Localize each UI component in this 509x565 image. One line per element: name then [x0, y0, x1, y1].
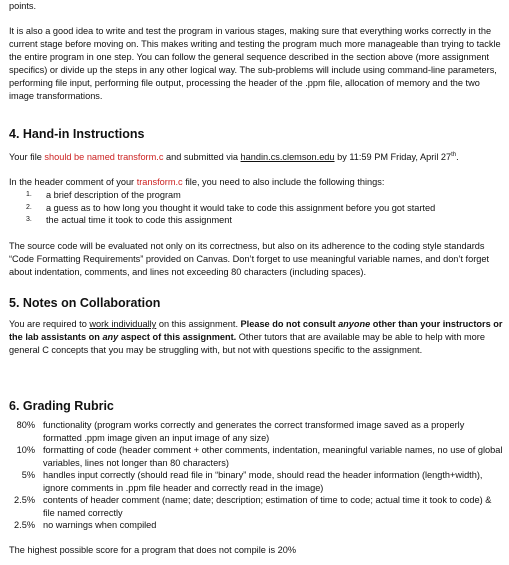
grading-heading: 6. Grading Rubric	[9, 399, 114, 413]
collab-paragraph: You are required to work individually on this assignment. Please do not consult anyone other than your instructors or the lab assistants on any aspect of this assignment. Other tutors that are available may be able to help with more general C concepts that you may be struggling with, but not with questions specific to the assignment.	[9, 319, 503, 355]
list-item: 2. a guess as to how long you thought it would take to code this assignment before you got started	[26, 202, 436, 213]
grading-footer: The highest possible score for a program that does not compile is 20%	[9, 545, 297, 555]
filename-requirement: should be named transform.c	[44, 152, 164, 163]
intro-paragraph: It is also a good idea to write and test the program in various stages, making sure that everything works correctly in the current stage before moving on. This makes writing and testing the program much more manageable than trying to tackle the entire program in one step. You can follow the general sequence described in the section above (more assignment specifics) or divide up the steps in any other logical way. The sub-problems will include using command-line parameters, performing file input, performing file output, processing the header of the .ppm file, allocation of memory and the two image transformations.	[9, 26, 501, 101]
handin-line-2: In the header comment of your transform.c file, you need to also include the following things:	[9, 177, 385, 187]
header-comment-list	[26, 189, 496, 227]
list-item: 3. the actual time it took to code this assignment	[26, 215, 232, 225]
handin-link[interactable]: handin.cs.clemson.edu	[240, 152, 335, 163]
document-page: points. It is also a good idea to write and test the program in various stages, making sure that everything works correctly in the current stage before moving on. This makes writing and testing the program much more manageable than trying to tackle the entire program in one step. You can follow the general sequence described in the section above (more assignment specifics) or divide up the steps in any other logical way. The sub-problems will include using command-line parameters, performing file input, performing file output, processing the header of the .ppm file, allocation of memory and the two image transformations. 4. Hand-in Instructions Your file should be named transform.c and submitted via handin.cs.clemson.edu by 11:59 PM Friday, April 27th. In the header comment of your transform.c file, you need to also include the following things: 1. a brief description of the program 2. a guess as to how long you thought it would take to code this assignment before you got started 3. the actual time it took to code this assignment The source code will be evaluated not only on its correctness, but also on its adherence to the coding style standards “Code Formatting Requirements” provided on Canvas. Don’t forget to use meaningful variable names, and don’t forget about indentation, comments, and lines not exceeding 80 characters (including spaces). 5. Notes on Collaboration You are required to work individually on this assignment. Please do not consult anyone other than your instructors or the lab assistants on any aspect of this assignment. Other tutors that are available may be able to help with more general C concepts that you may be struggling with, but not with questions specific to the assignment. 6. Grading Rubric 80% functionality (program works correctly and generates the correct transformed image saved as a properly formatted .ppm image given an input image of any size) 10% formatting of code (header comment + other comments, indentation, meaningful variable names, no use of global variables, lines not longer than 80 characters) 5% handles input correctly (should read file in “binary” mode, should read the header information (length+width), ignore comments in .ppm file header and correctly read in the image) 2.5% contents of header comment (name; date; description; estimation of time to code; actual time it took to code) & file named correctly 2.5% no warnings when compiled The highest possible score for a program that does not compile is 20%	[9, 1, 503, 555]
list-item: 1. a brief description of the program	[26, 190, 181, 200]
handin-heading: 4. Hand-in Instructions	[9, 127, 145, 141]
collab-heading: 5. Notes on Collaboration	[9, 296, 161, 310]
filename-text: transform.c	[136, 177, 183, 187]
top-fragment: points.	[9, 1, 37, 11]
handin-line-1: Your file should be named transform.c and submitted via handin.cs.clemson.edu by 11:59 PM Friday, April 27th.	[9, 152, 459, 163]
style-paragraph: The source code will be evaluated not only on its correctness, but also on its adherence to the coding style standards “Code Formatting Requirements” provided on Canvas. Don’t forget to use meaningful variable names, and don’t forget about indentation, comments, and lines not exceeding 80 characters (including spaces).	[9, 241, 490, 277]
